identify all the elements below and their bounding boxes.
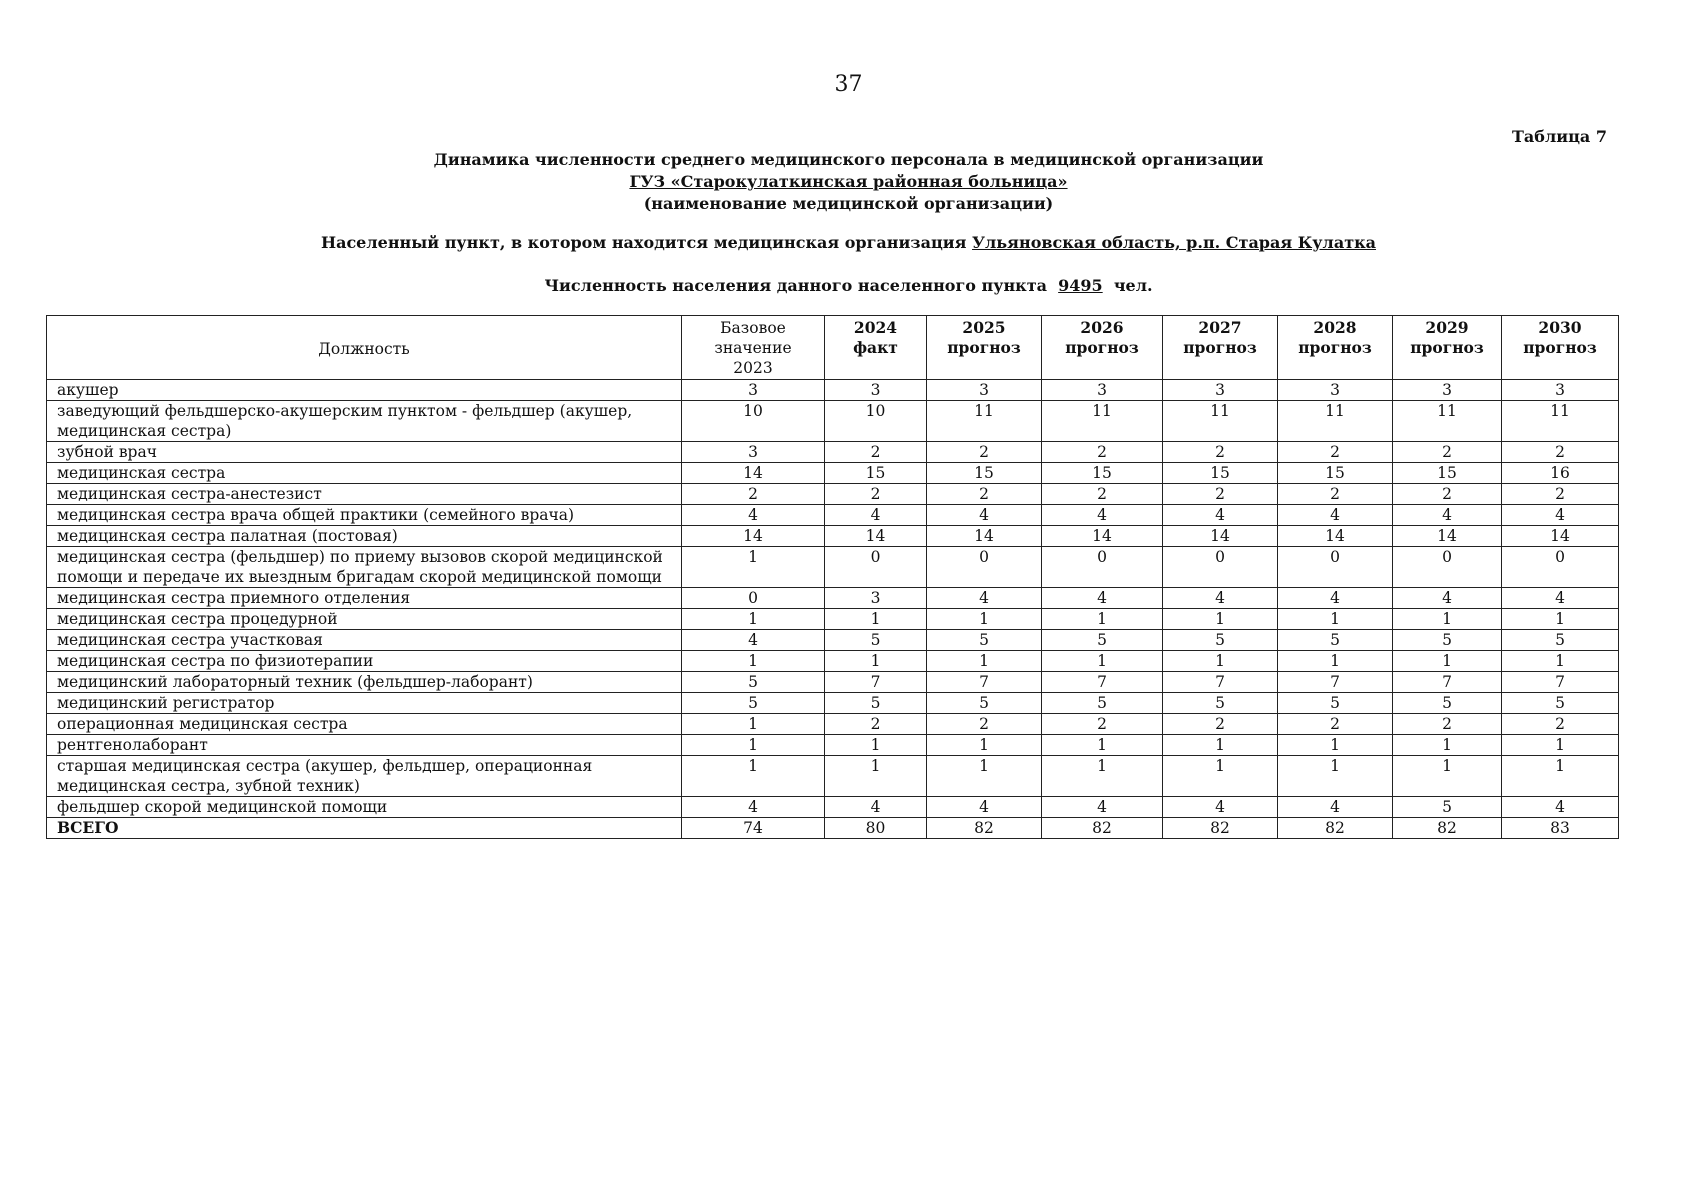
header-line: 2029 (1425, 318, 1469, 337)
value-cell: 15 (927, 463, 1042, 484)
position-name: зубной врач (47, 442, 682, 463)
value-cell: 4 (927, 588, 1042, 609)
value-cell: 4 (1502, 505, 1619, 526)
value-cell: 4 (927, 797, 1042, 818)
population-value: 9495 (1058, 276, 1103, 295)
value-cell: 3 (1163, 380, 1278, 401)
value-cell: 4 (1278, 797, 1393, 818)
population-line (0, 276, 1697, 295)
value-cell: 7 (1278, 672, 1393, 693)
header-line: 2023 (733, 359, 773, 377)
table-body (47, 380, 1619, 839)
value-cell: 7 (825, 672, 927, 693)
header-line: 2024 (853, 318, 898, 337)
value-cell: 1 (1042, 651, 1163, 672)
value-cell: 4 (1278, 505, 1393, 526)
header-line: 2028 (1313, 318, 1357, 337)
value-cell: 2 (825, 442, 927, 463)
value-cell: 2 (1042, 442, 1163, 463)
total-value-cell: 80 (825, 818, 927, 839)
header-line: факт (853, 338, 898, 357)
value-cell: 14 (825, 526, 927, 547)
value-cell: 1 (682, 609, 825, 630)
value-cell: 1 (1042, 609, 1163, 630)
value-cell: 5 (1278, 693, 1393, 714)
staffing-table (46, 315, 1619, 839)
total-value-cell: 83 (1502, 818, 1619, 839)
value-cell: 4 (682, 630, 825, 651)
value-cell: 3 (682, 380, 825, 401)
value-cell: 14 (927, 526, 1042, 547)
value-cell: 2 (1502, 714, 1619, 735)
position-name: медицинская сестра (фельдшер) по приему вызовов скорой медицинской помощи и передаче их выездным бригадам скорой медицинской помощи (47, 547, 682, 588)
position-name: заведующий фельдшерско-акушерским пунктом - фельдшер (акушер, медицинская сестра) (47, 401, 682, 442)
value-cell: 2 (1042, 714, 1163, 735)
value-cell: 0 (1502, 547, 1619, 588)
value-cell: 11 (927, 401, 1042, 442)
value-cell: 11 (1042, 401, 1163, 442)
table-row (47, 526, 1619, 547)
value-cell: 1 (682, 547, 825, 588)
value-cell: 2 (927, 484, 1042, 505)
value-cell: 5 (682, 672, 825, 693)
header-line: прогноз (1183, 338, 1257, 357)
total-value-cell: 82 (1163, 818, 1278, 839)
value-cell: 1 (1393, 651, 1502, 672)
value-cell: 15 (1278, 463, 1393, 484)
position-name: старшая медицинская сестра (акушер, фельдшер, операционная медицинская сестра, зубной техник) (47, 756, 682, 797)
table-label: Таблица 7 (1512, 127, 1607, 146)
table-row (47, 693, 1619, 714)
value-cell: 1 (1278, 735, 1393, 756)
position-name: медицинская сестра по физиотерапии (47, 651, 682, 672)
value-cell: 3 (1042, 380, 1163, 401)
value-cell: 10 (682, 401, 825, 442)
value-cell: 1 (1278, 756, 1393, 797)
value-cell: 2 (1163, 714, 1278, 735)
value-cell: 1 (825, 609, 927, 630)
value-cell: 1 (927, 651, 1042, 672)
position-name: медицинский лабораторный техник (фельдшер-лаборант) (47, 672, 682, 693)
total-value-cell: 82 (927, 818, 1042, 839)
value-cell: 10 (825, 401, 927, 442)
value-cell: 2 (1393, 442, 1502, 463)
value-cell: 2 (927, 714, 1042, 735)
value-cell: 7 (1042, 672, 1163, 693)
value-cell: 0 (927, 547, 1042, 588)
total-label: ВСЕГО (47, 818, 682, 839)
position-name: медицинская сестра участковая (47, 630, 682, 651)
table-row (47, 380, 1619, 401)
value-cell: 5 (1393, 630, 1502, 651)
value-cell: 1 (825, 735, 927, 756)
header-line: прогноз (1065, 338, 1139, 357)
position-name: операционная медицинская сестра (47, 714, 682, 735)
value-cell: 2 (1042, 484, 1163, 505)
value-cell: 1 (1042, 735, 1163, 756)
table-total-row (47, 818, 1619, 839)
position-name: медицинская сестра палатная (постовая) (47, 526, 682, 547)
organization-name: ГУЗ «Старокулаткинская районная больница» (629, 172, 1068, 191)
table-row (47, 714, 1619, 735)
value-cell: 2 (1278, 484, 1393, 505)
total-value-cell: 74 (682, 818, 825, 839)
value-cell: 1 (927, 756, 1042, 797)
value-cell: 4 (1502, 797, 1619, 818)
table-row (47, 651, 1619, 672)
value-cell: 2 (825, 714, 927, 735)
organization-caption: (наименование медицинской организации) (643, 194, 1054, 213)
value-cell: 11 (1393, 401, 1502, 442)
value-cell: 7 (1502, 672, 1619, 693)
value-cell: 0 (1163, 547, 1278, 588)
value-cell: 3 (1393, 380, 1502, 401)
value-cell: 0 (1393, 547, 1502, 588)
header-line: 2027 (1198, 318, 1242, 337)
value-cell: 1 (1278, 651, 1393, 672)
header-line: Базовое (720, 319, 786, 337)
value-cell: 3 (1278, 380, 1393, 401)
value-cell: 1 (682, 756, 825, 797)
value-cell: 0 (682, 588, 825, 609)
value-cell: 5 (1163, 630, 1278, 651)
value-cell: 2 (682, 484, 825, 505)
table-row (47, 672, 1619, 693)
table-row (47, 463, 1619, 484)
position-name: медицинская сестра (47, 463, 682, 484)
value-cell: 5 (682, 693, 825, 714)
value-cell: 15 (825, 463, 927, 484)
value-cell: 2 (1278, 442, 1393, 463)
header-2026 (1042, 316, 1163, 380)
header-line: 2026 (1080, 318, 1124, 337)
value-cell: 4 (682, 505, 825, 526)
value-cell: 5 (1042, 630, 1163, 651)
value-cell: 3 (682, 442, 825, 463)
value-cell: 1 (927, 735, 1042, 756)
table-header-row (47, 316, 1619, 380)
header-2027 (1163, 316, 1278, 380)
population-unit: чел. (1113, 276, 1153, 295)
table-row (47, 442, 1619, 463)
table-row (47, 609, 1619, 630)
header-position: Должность (47, 316, 682, 380)
value-cell: 5 (1393, 797, 1502, 818)
value-cell: 4 (1163, 588, 1278, 609)
value-cell: 1 (927, 609, 1042, 630)
value-cell: 2 (1163, 442, 1278, 463)
table-row (47, 630, 1619, 651)
table-row (47, 797, 1619, 818)
value-cell: 4 (1042, 797, 1163, 818)
value-cell: 2 (927, 442, 1042, 463)
document-title (0, 149, 1697, 215)
value-cell: 4 (1278, 588, 1393, 609)
value-cell: 3 (825, 380, 927, 401)
value-cell: 2 (1163, 484, 1278, 505)
value-cell: 1 (1163, 756, 1278, 797)
header-line: прогноз (947, 338, 1021, 357)
value-cell: 1 (1502, 756, 1619, 797)
value-cell: 2 (825, 484, 927, 505)
page-number: 37 (834, 72, 863, 97)
value-cell: 4 (1042, 505, 1163, 526)
table-row (47, 735, 1619, 756)
value-cell: 4 (1393, 505, 1502, 526)
value-cell: 14 (1502, 526, 1619, 547)
value-cell: 1 (682, 651, 825, 672)
settlement-line (0, 233, 1697, 252)
value-cell: 5 (1278, 630, 1393, 651)
value-cell: 1 (1502, 735, 1619, 756)
value-cell: 15 (1163, 463, 1278, 484)
value-cell: 4 (825, 797, 927, 818)
value-cell: 4 (1393, 588, 1502, 609)
position-name: медицинская сестра-анестезист (47, 484, 682, 505)
settlement-label: Населенный пункт, в котором находится медицинская организация (320, 233, 967, 252)
value-cell: 7 (1393, 672, 1502, 693)
value-cell: 1 (1278, 609, 1393, 630)
table-row (47, 588, 1619, 609)
population-label: Численность населения данного населенного пункта (544, 276, 1047, 295)
table-row (47, 547, 1619, 588)
value-cell: 14 (682, 526, 825, 547)
title-line: Динамика численности среднего медицинского персонала в медицинской организации (433, 150, 1264, 169)
value-cell: 16 (1502, 463, 1619, 484)
header-line: прогноз (1298, 338, 1372, 357)
value-cell: 11 (1163, 401, 1278, 442)
value-cell: 14 (1278, 526, 1393, 547)
position-name: акушер (47, 380, 682, 401)
value-cell: 2 (1278, 714, 1393, 735)
value-cell: 2 (1393, 714, 1502, 735)
value-cell: 1 (1502, 651, 1619, 672)
value-cell: 1 (825, 651, 927, 672)
value-cell: 0 (825, 547, 927, 588)
header-line: 2030 (1538, 318, 1582, 337)
total-value-cell: 82 (1042, 818, 1163, 839)
header-2028 (1278, 316, 1393, 380)
position-name: медицинская сестра приемного отделения (47, 588, 682, 609)
value-cell: 15 (1042, 463, 1163, 484)
position-name: медицинская сестра процедурной (47, 609, 682, 630)
table-row (47, 505, 1619, 526)
value-cell: 5 (825, 630, 927, 651)
table-row (47, 484, 1619, 505)
value-cell: 5 (1042, 693, 1163, 714)
value-cell: 5 (927, 693, 1042, 714)
header-line: значение (714, 339, 792, 357)
value-cell: 14 (1393, 526, 1502, 547)
value-cell: 1 (1163, 651, 1278, 672)
value-cell: 4 (1163, 505, 1278, 526)
value-cell: 7 (1163, 672, 1278, 693)
value-cell: 14 (1163, 526, 1278, 547)
position-name: медицинская сестра врача общей практики (семейного врача) (47, 505, 682, 526)
header-2024 (825, 316, 927, 380)
value-cell: 5 (1393, 693, 1502, 714)
settlement-value: Ульяновская область, р.п. Старая Кулатка (972, 233, 1377, 252)
value-cell: 5 (1163, 693, 1278, 714)
position-name: рентгенолаборант (47, 735, 682, 756)
value-cell: 5 (1502, 630, 1619, 651)
value-cell: 3 (825, 588, 927, 609)
value-cell: 14 (1042, 526, 1163, 547)
value-cell: 2 (1393, 484, 1502, 505)
value-cell: 4 (1502, 588, 1619, 609)
value-cell: 4 (1163, 797, 1278, 818)
value-cell: 1 (1042, 756, 1163, 797)
table-row (47, 401, 1619, 442)
total-value-cell: 82 (1393, 818, 1502, 839)
value-cell: 2 (1502, 484, 1619, 505)
header-line: прогноз (1523, 338, 1597, 357)
value-cell: 15 (1393, 463, 1502, 484)
header-2030 (1502, 316, 1619, 380)
value-cell: 2 (1502, 442, 1619, 463)
value-cell: 1 (1393, 609, 1502, 630)
value-cell: 7 (927, 672, 1042, 693)
value-cell: 5 (927, 630, 1042, 651)
position-name: фельдшер скорой медицинской помощи (47, 797, 682, 818)
value-cell: 1 (825, 756, 927, 797)
position-name: медицинский регистратор (47, 693, 682, 714)
header-line: прогноз (1410, 338, 1484, 357)
value-cell: 11 (1502, 401, 1619, 442)
value-cell: 4 (927, 505, 1042, 526)
value-cell: 4 (825, 505, 927, 526)
header-2029 (1393, 316, 1502, 380)
value-cell: 5 (1502, 693, 1619, 714)
header-line: 2025 (962, 318, 1006, 337)
total-value-cell: 82 (1278, 818, 1393, 839)
value-cell: 1 (682, 714, 825, 735)
value-cell: 0 (1278, 547, 1393, 588)
value-cell: 4 (682, 797, 825, 818)
value-cell: 1 (1393, 756, 1502, 797)
value-cell: 1 (1163, 735, 1278, 756)
value-cell: 11 (1278, 401, 1393, 442)
value-cell: 1 (682, 735, 825, 756)
value-cell: 14 (682, 463, 825, 484)
header-base-2023 (682, 316, 825, 380)
value-cell: 4 (1042, 588, 1163, 609)
value-cell: 1 (1163, 609, 1278, 630)
value-cell: 5 (825, 693, 927, 714)
header-2025 (927, 316, 1042, 380)
value-cell: 1 (1502, 609, 1619, 630)
value-cell: 1 (1393, 735, 1502, 756)
value-cell: 3 (927, 380, 1042, 401)
table-row (47, 756, 1619, 797)
value-cell: 0 (1042, 547, 1163, 588)
value-cell: 3 (1502, 380, 1619, 401)
